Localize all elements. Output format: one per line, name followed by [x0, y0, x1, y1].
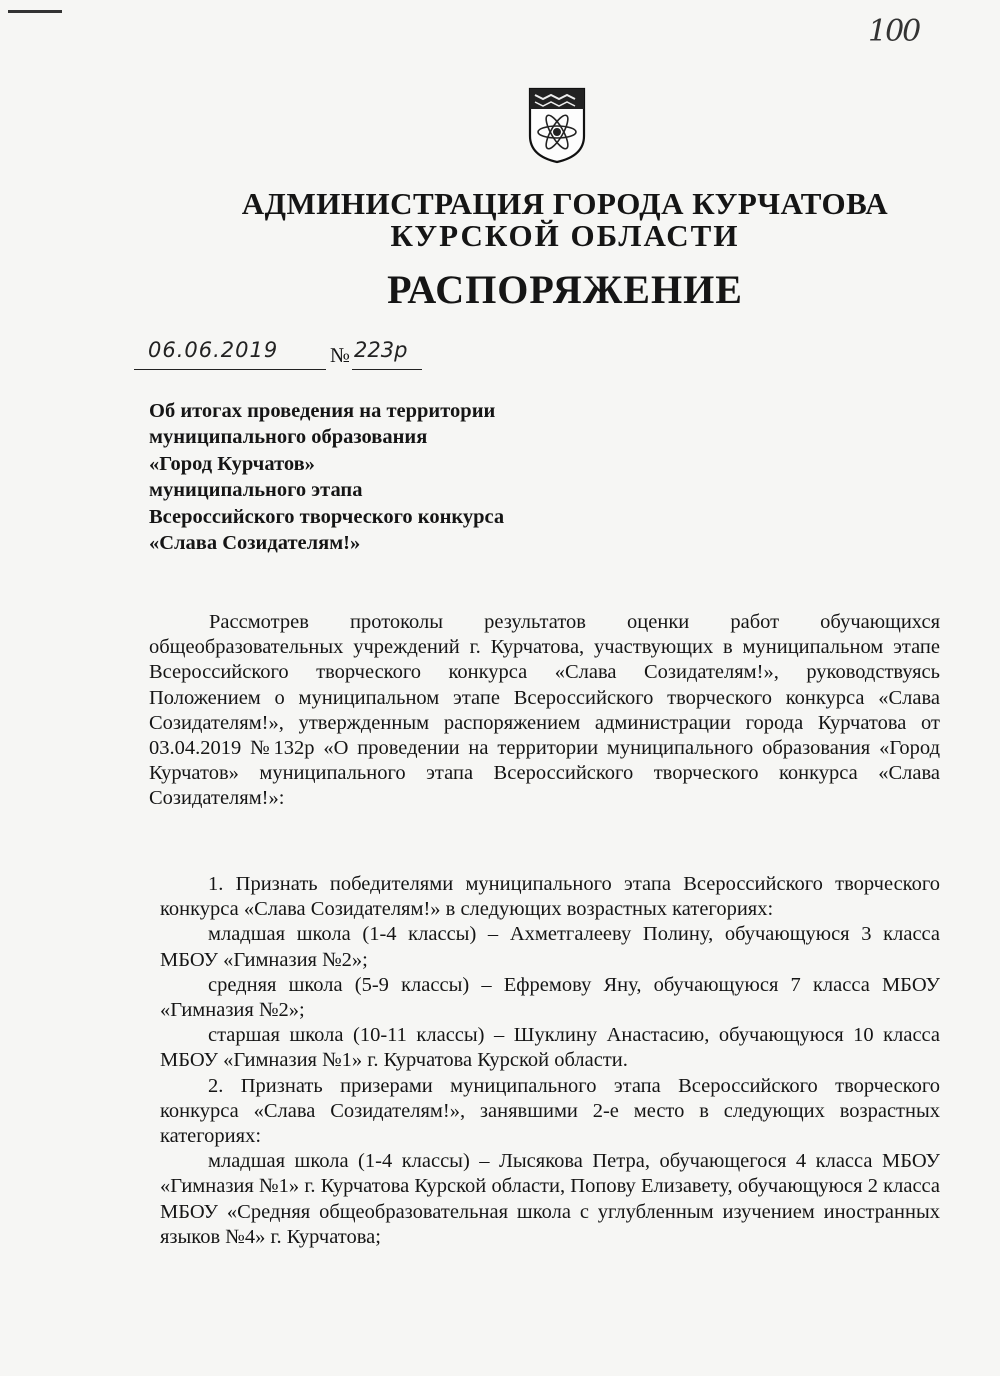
- organization-name: АДМИНИСТРАЦИЯ ГОРОДА КУРЧАТОВА: [241, 186, 889, 221]
- item-1-paragraph: 1. Признать победителями муниципального этапа Всероссийского творческого конкурса «Слава Созидателям!» в следующих возрастных категориях:: [160, 873, 940, 921]
- order-subject: [149, 398, 504, 556]
- subject-line: «Город Курчатов»: [149, 452, 315, 475]
- subject-line: Всероссийского творческого конкурса: [149, 505, 505, 528]
- subject-line: муниципального этапа: [149, 479, 363, 502]
- preamble-paragraph: Рассмотрев протоколы результатов оценки работ обучающихся общеобразовательных учреждений г. Курчатова, участвующих в муниципальном этапе Всероссийского творческого конкурса «Слава Созидателям!», руководствуясь Положением о муниципальном этапе Всероссийского творческого конкурса «Слава Созидателям!», утвержденным распоряжением администрации города Курчатова от 03.04.2019 №132р «О проведении на территории муниципального образования «Город Курчатов» муниципального этапа Всероссийского творческого конкурса «Слава Созидателям!»:: [149, 611, 940, 810]
- order-number-label: №: [330, 343, 351, 367]
- item-1-senior: старшая школа (10-11 классы) – Шуклину Анастасию, обучающуюся 10 класса МБОУ «Гимназия №1» г. Курчатова Курской области.: [160, 1024, 940, 1072]
- number-underline: [352, 369, 422, 370]
- item-1-junior: младшая школа (1-4 классы) – Ахметгалееву Полину, обучающуюся 3 класса МБОУ «Гимназия №2»;: [160, 923, 940, 971]
- coat-of-arms-emblem: [527, 86, 587, 164]
- organization-region: КУРСКОЙ ОБЛАСТИ: [390, 218, 740, 253]
- item-2-junior: младшая школа (1-4 классы) – Лысякова Петра, обучающегося 4 класса МБОУ «Гимназия №1» г. Курчатова Курской области, Попову Елизавету, обучающуюся 2 класса МБОУ «Средняя общеобразовательная школа с углубленным изучением иностранных языков №4» г. Курчатова;: [160, 1150, 940, 1248]
- item-1-middle: средняя школа (5-9 классы) – Ефремову Яну, обучающуюся 7 класса МБОУ «Гимназия №2»;: [160, 973, 940, 1022]
- scan-corner-mark: [8, 10, 62, 13]
- subject-line: муниципального образования: [149, 426, 428, 449]
- subject-line: Об итогах проведения на территории: [149, 400, 496, 422]
- document-type-title: РАСПОРЯЖЕНИЕ: [387, 267, 743, 312]
- item-2-paragraph: 2. Признать призерами муниципального этапа Всероссийского творческого конкурса «Слава Созидателям!», занявшими 2-е место в следующих возрастных категориях:: [160, 1074, 940, 1148]
- decision-section: [160, 872, 940, 1250]
- order-date-number-line: [134, 338, 454, 378]
- order-date: 06.06.2019: [148, 338, 279, 362]
- subject-line: «Слава Созидателям!»: [149, 532, 361, 555]
- handwritten-page-number: 100: [868, 14, 920, 49]
- order-number: 223р: [354, 338, 408, 362]
- date-underline: [134, 369, 326, 370]
